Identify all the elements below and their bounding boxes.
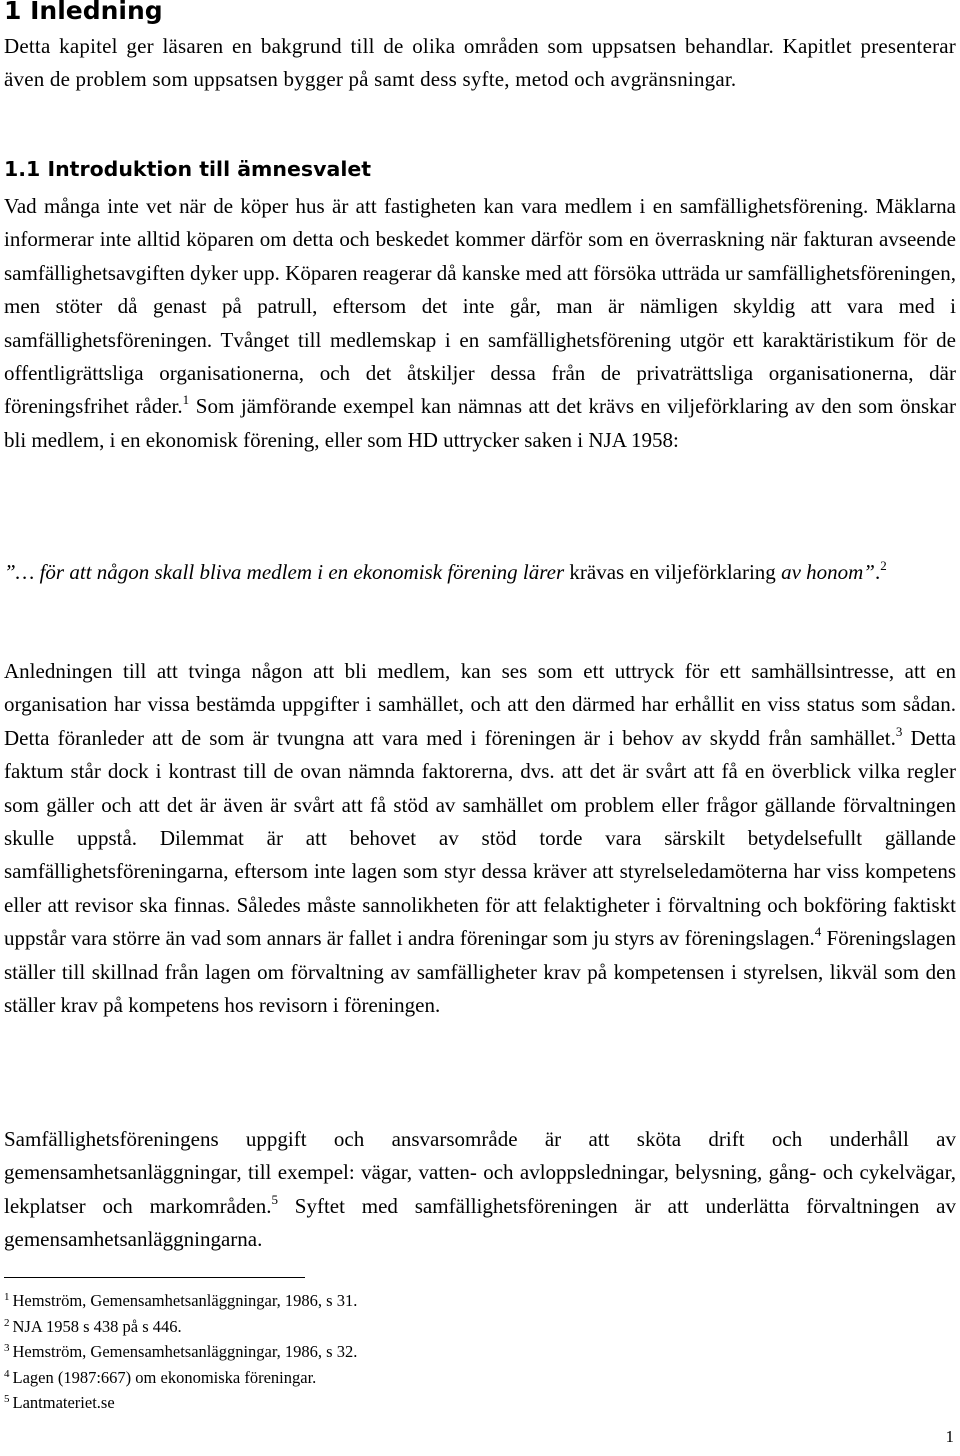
footnote-item xyxy=(4,1365,704,1391)
footnote-text: NJA 1958 s 438 på s 446. xyxy=(12,1316,182,1336)
section-heading: 1.1 Introduktion till ämnesvalet xyxy=(4,157,372,181)
quote-normal: krävas en viljeförklaring xyxy=(564,560,782,584)
footnote-item xyxy=(4,1314,704,1340)
paragraph-1-text-b: Som jämförande exempel kan nämnas att det krävs en viljeförklaring av den som önskar bli medlem, i en ekonomisk förening, eller som HD uttrycker saken i NJA 1958: xyxy=(4,394,956,452)
footnote-ref-4: 4 xyxy=(814,924,822,940)
footnote-ref-5: 5 xyxy=(271,1191,278,1207)
block-quote xyxy=(4,556,956,589)
footnote-number: 5 xyxy=(4,1393,10,1406)
footnote-ref-1: 1 xyxy=(182,392,190,408)
footnote-ref-3: 3 xyxy=(895,723,903,739)
paragraph-1-text-a: Vad många inte vet när de köper hus är att fastigheten kan vara medlem i en samfällighetsförening. Mäklarna informerar inte alltid köparen om detta och beskedet kommer därför som en överraskning när fakturan avseende samfällighetsavgiften dyker upp. Köparen reagerar då kanske med att försöka utträda ur samfällighetsföreningen, men stöter då genast på patrull, eftersom det inte går, man är nämligen skyldig att vara med i samfällighetsföreningen. Tvånget till medlemskap i en samfällighetsförening utgör ett karaktäristikum för de offentligrättsliga organisationerna, och det åtskiljer dessa från de privaträttsliga organisationerna, där föreningsfrihet råder. xyxy=(4,194,956,419)
footnote-divider xyxy=(4,1277,305,1278)
page-number: 1 xyxy=(945,1427,954,1446)
paragraph-3-text-a: Samfällighetsföreningens uppgift och ansvarsområde är att sköta drift och underhåll av gemensamhetsanläggningar, till exempel: vägar, vatten- och avloppsledningar, belysning, gång- och cykelvägar, lekplatser och markområden. xyxy=(4,1127,956,1218)
paragraph-2-text-c: Föreningslagen ställer till skillnad från lagen om förvaltning av samfälligheter krav på kompetensen i styrelsen, likväl som den ställer krav på kompetens hos revisorn i föreningen. xyxy=(4,926,956,1018)
paragraph-2 xyxy=(4,655,956,1022)
footnote-ref-2: 2 xyxy=(880,557,887,573)
quote-italic-b: av honom” xyxy=(781,560,875,584)
paragraph-2-text-b: Detta faktum står dock i kontrast till de ovan nämnda faktorerna, dvs. att det är svårt att få en överblick vilka regler som gäller och att det är även är svårt att få stöd av samhället om problem eller frågor gällande förvaltningen skulle uppstå. Dilemmat är att behovet av stöd torde vara särskilt betydelsefullt gällande samfällighetsföreningarna, eftersom inte lagen som styr dessa kräver att styrelseledamöterna har viss kompetens eller att revisor ska finnas. Således måste sannolikheten för att felaktigheter i förvaltning och bokföring faktiskt uppstår vara större än vad som annars är fallet i andra föreningar som ju styrs av föreningslagen. xyxy=(4,725,956,951)
footnote-item xyxy=(4,1390,704,1416)
footnote-item xyxy=(4,1288,704,1314)
footnote-list xyxy=(4,1288,704,1416)
footnote-number: 2 xyxy=(4,1316,10,1329)
footnote-text: Hemström, Gemensamhetsanläggningar, 1986, s 32. xyxy=(12,1342,358,1362)
chapter-heading: 1 Inledning xyxy=(4,0,163,25)
footnote-number: 3 xyxy=(4,1342,10,1355)
quote-italic-a: ”… för att någon skall bliva medlem i en ekonomisk förening lärer xyxy=(4,560,565,584)
footnote-number: 4 xyxy=(4,1367,10,1380)
footnote-number: 1 xyxy=(4,1290,10,1303)
paragraph-3 xyxy=(4,1123,956,1257)
paragraph-3-text-b: Syftet med samfällighetsföreningen är att underlätta förvaltningen av gemensamhetsanläggningarna. xyxy=(4,1193,956,1252)
intro-paragraph: Detta kapitel ger läsaren en bakgrund till de olika områden som uppsatsen behandlar. Kapitlet presenterar även de problem som uppsatsen bygger på samt dess syfte, metod och avgränsningar. xyxy=(4,34,956,92)
footnote-text: Lagen (1987:667) om ekonomiska föreningar. xyxy=(12,1367,317,1387)
paragraph-2-text-a: Anledningen till att tvinga någon att bli medlem, kan ses som ett uttryck för ett samhällsintresse, att en organisation har vissa bestämda uppgifter i samhället, och att den därmed har erhållit en viss status som sådan. Detta föranleder att de som är tvungna att vara med i föreningen är i behov av skydd från samhället. xyxy=(4,659,956,750)
quote-end: . xyxy=(874,560,881,584)
footnote-text: Lantmateriet.se xyxy=(12,1393,115,1413)
footnote-text: Hemström, Gemensamhetsanläggningar, 1986, s 31. xyxy=(12,1291,358,1310)
paragraph-1 xyxy=(4,190,956,457)
footnote-item xyxy=(4,1339,704,1365)
